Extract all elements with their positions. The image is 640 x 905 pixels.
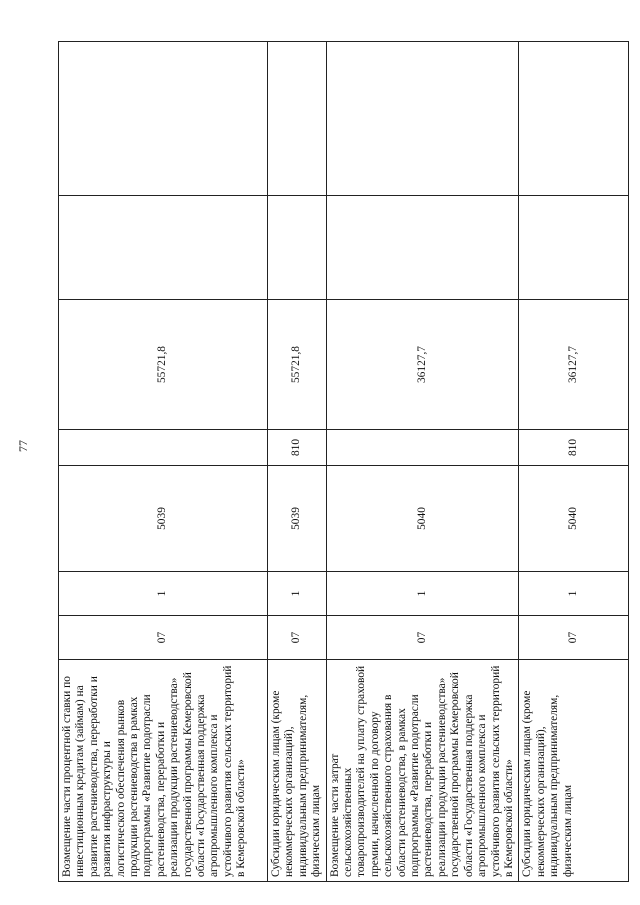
rotated-table-container	[58, 42, 625, 882]
empty-cell	[519, 42, 629, 196]
budget-table	[58, 41, 629, 882]
table-row	[268, 42, 327, 882]
target-article-cell: 5039	[59, 466, 268, 572]
section-cell: 07	[326, 616, 519, 660]
expense-type-cell	[59, 430, 268, 466]
expense-type-cell	[326, 430, 519, 466]
empty-cell	[268, 42, 327, 196]
amount-cell: 55721,8	[268, 300, 327, 430]
table-row	[326, 42, 519, 882]
amount-cell: 36127,7	[519, 300, 629, 430]
section-cell: 07	[519, 616, 629, 660]
empty-cell	[326, 196, 519, 300]
table-row	[59, 42, 268, 882]
subsection-cell: 1	[59, 572, 268, 616]
page-number: 77	[16, 440, 30, 452]
section-cell: 07	[59, 616, 268, 660]
target-article-cell: 5040	[519, 466, 629, 572]
expense-type-cell: 810	[268, 430, 327, 466]
empty-cell	[59, 196, 268, 300]
row-name-cell: Возмещение части процентной ставки по инвестиционным кредитам (займам) на развитие растениеводства, переработки и развития инфраструктуры и логистического обеспечения рынков продукции растениеводства в рамках подпрограммы «Развитие подотрасли растениеводства, переработки и реализации продукции растениеводства» государственной программы Кемеровской области «Государственная поддержка агропромышленного комплекса и устойчивого развития сельских территорий в Кемеровской области»	[59, 660, 268, 882]
row-name-cell: Субсидии юридическим лицам (кроме некоммерческих организаций), индивидуальным предпринимателям, физическим лицам	[519, 660, 629, 882]
row-name-cell: Возмещение части затрат сельскохозяйственных товаропроизводителей на уплату страховой премии, начисленной по договору сельскохозяйственного страхования в области растениеводства, в рамках подпрограммы «Развитие подотрасли растениеводства, переработки и реализации продукции растениеводства» государственной программы Кемеровской области «Государственная поддержка агропромышленного комплекса и устойчивого развития сельских территорий в Кемеровской области»	[326, 660, 519, 882]
subsection-cell: 1	[326, 572, 519, 616]
target-article-cell: 5040	[326, 466, 519, 572]
empty-cell	[268, 196, 327, 300]
expense-type-cell: 810	[519, 430, 629, 466]
amount-cell: 36127,7	[326, 300, 519, 430]
table-row	[519, 42, 629, 882]
subsection-cell: 1	[268, 572, 327, 616]
subsection-cell: 1	[519, 572, 629, 616]
amount-cell: 55721,8	[59, 300, 268, 430]
empty-cell	[326, 42, 519, 196]
empty-cell	[59, 42, 268, 196]
target-article-cell: 5039	[268, 466, 327, 572]
section-cell: 07	[268, 616, 327, 660]
row-name-cell: Субсидии юридическим лицам (кроме некоммерческих организаций), индивидуальным предпринимателям, физическим лицам	[268, 660, 327, 882]
empty-cell	[519, 196, 629, 300]
